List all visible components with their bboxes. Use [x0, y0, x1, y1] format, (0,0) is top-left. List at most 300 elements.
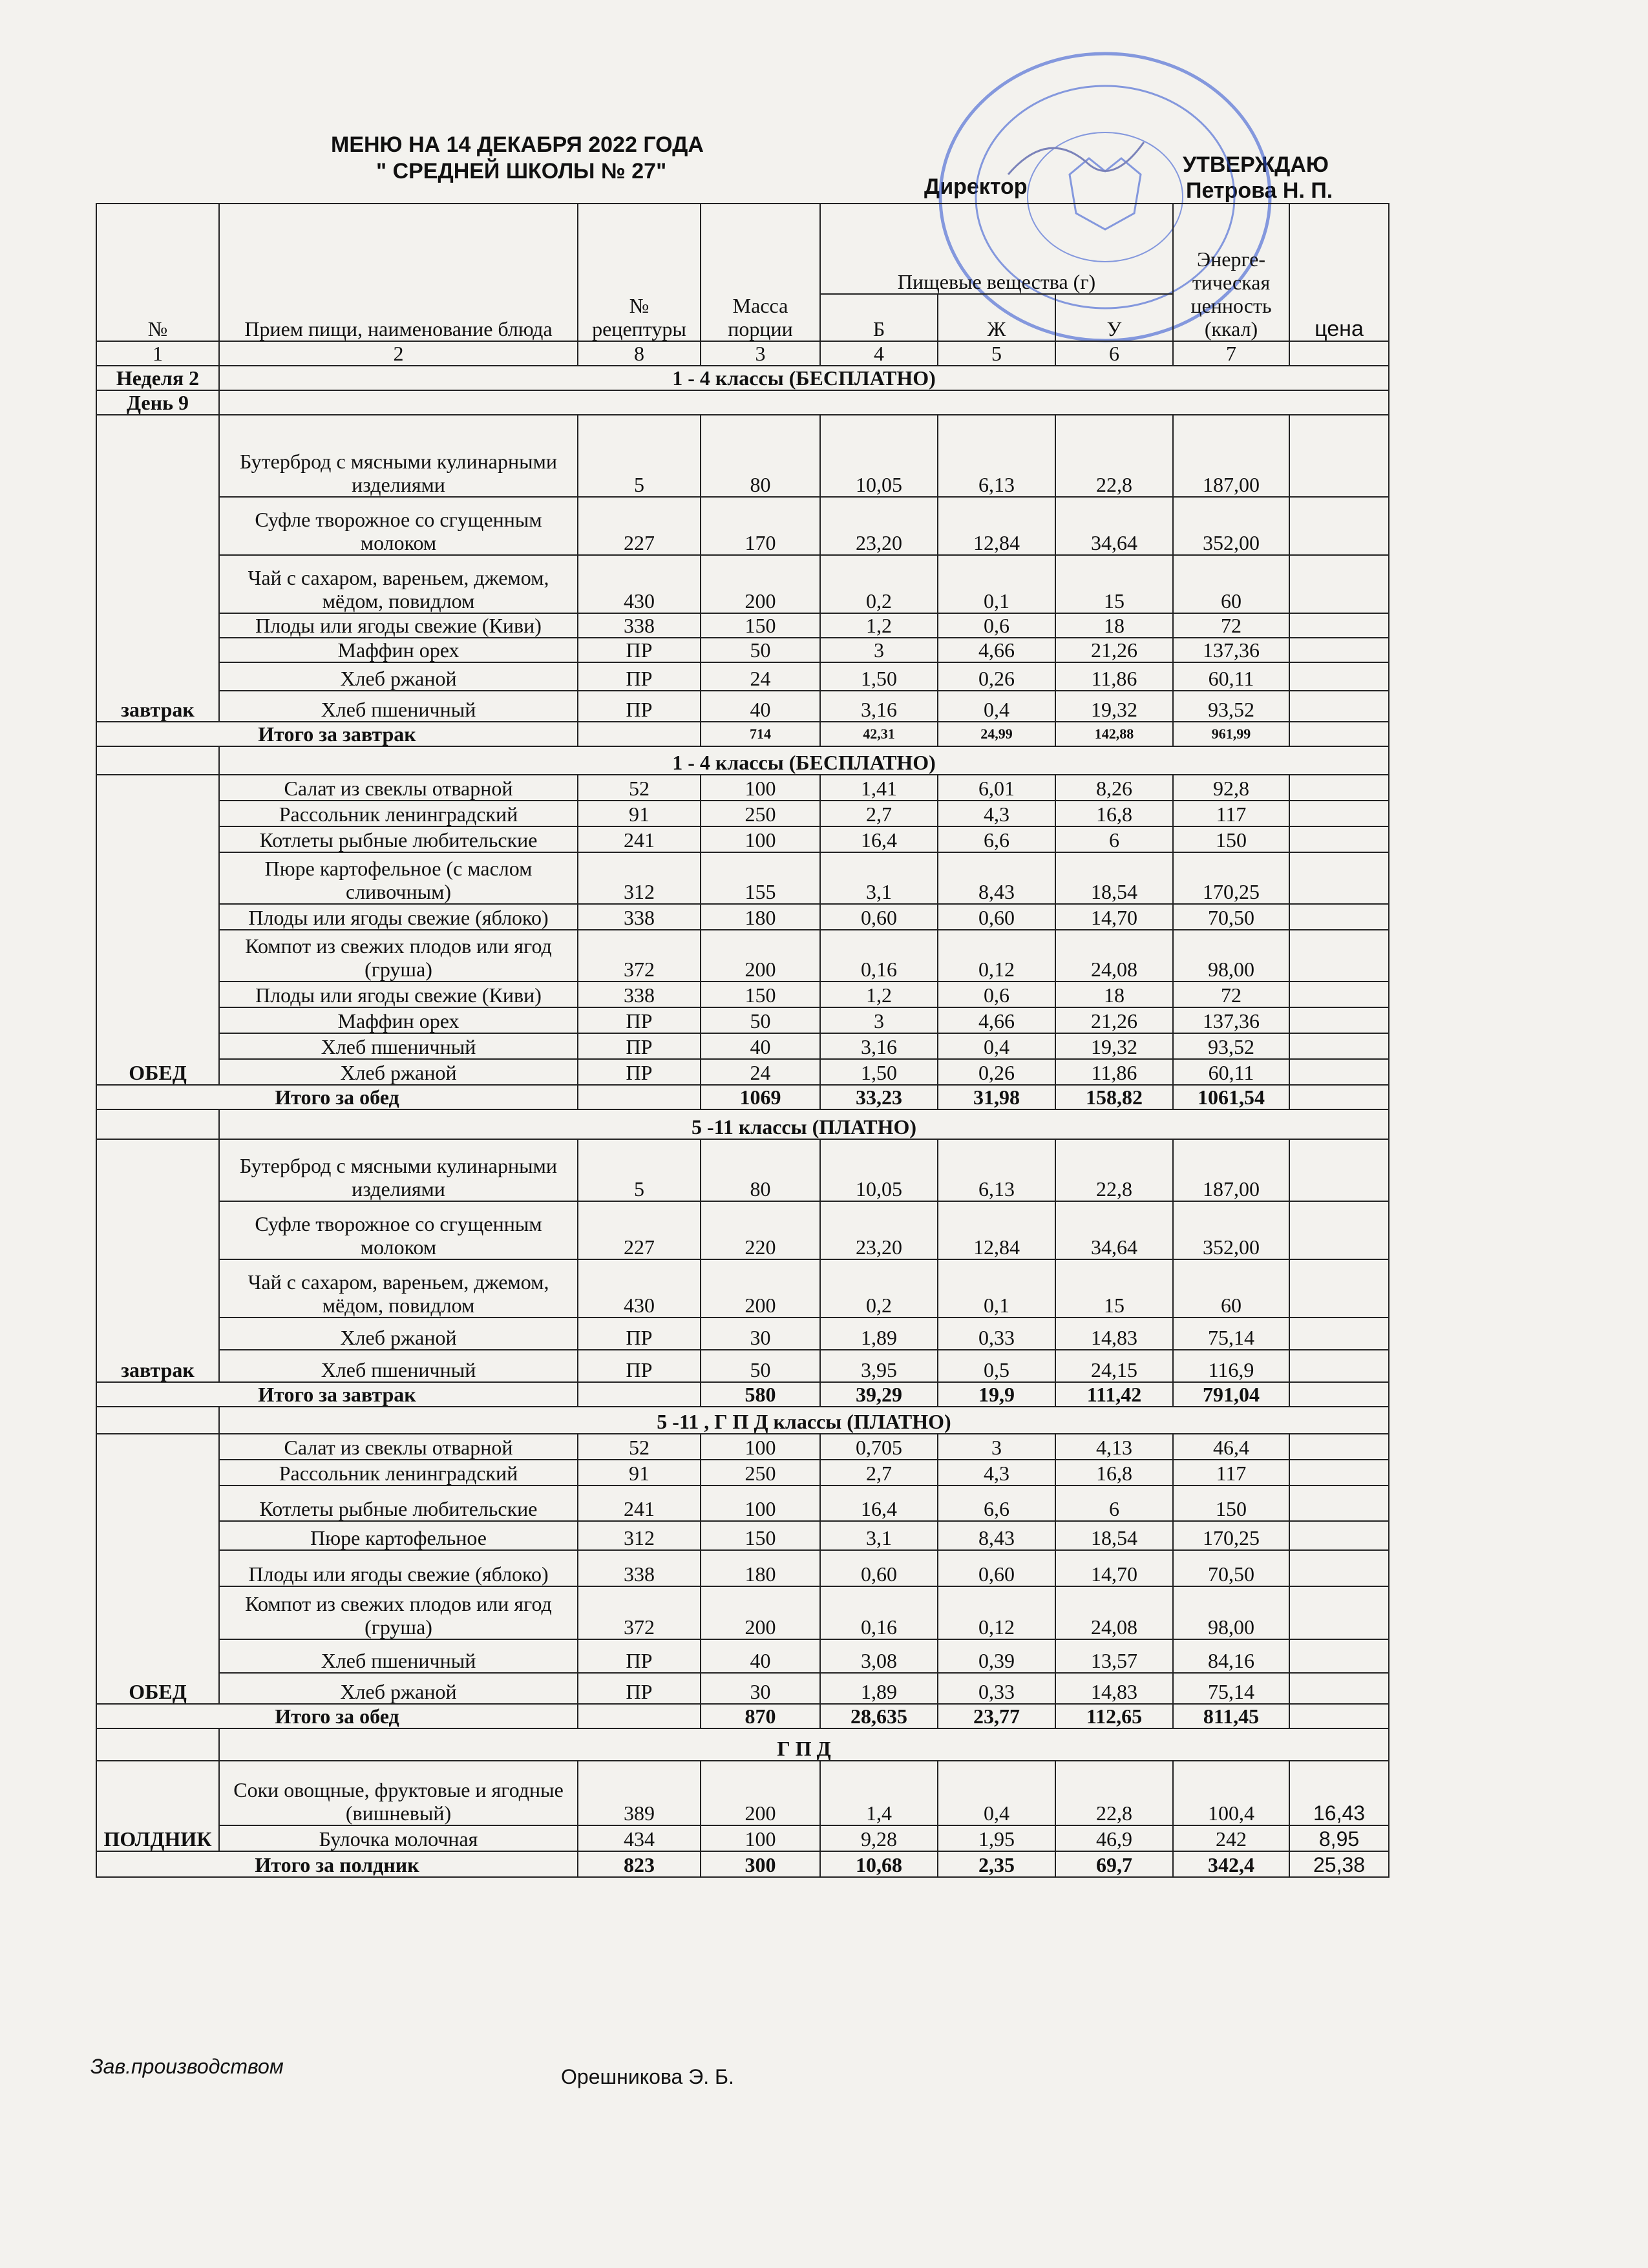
- protein: 0,705: [820, 1434, 938, 1460]
- protein: 3,08: [820, 1639, 938, 1673]
- dish-mass: 50: [701, 1007, 820, 1033]
- carbs: 18: [1055, 982, 1173, 1007]
- carbs: 11,86: [1055, 1059, 1173, 1085]
- spacer: [96, 1109, 219, 1139]
- recipe-no: ПР: [578, 1033, 701, 1059]
- recipe-no: 312: [578, 852, 701, 904]
- fat: 0,33: [938, 1673, 1055, 1704]
- section-title: 5 -11 , Г П Д классы (ПЛАТНО): [219, 1407, 1389, 1434]
- dish-row: [96, 852, 1389, 904]
- fat: 1,95: [938, 1825, 1055, 1851]
- recipe-no: 5: [578, 1139, 701, 1201]
- protein: 0,60: [820, 904, 938, 930]
- price: [1289, 638, 1389, 662]
- dish-name: Салат из свеклы отварной: [219, 775, 578, 801]
- dish-row: [96, 1318, 1389, 1350]
- dish-mass: 100: [701, 775, 820, 801]
- recipe-no: 430: [578, 555, 701, 613]
- dish-mass: 30: [701, 1318, 820, 1350]
- carbs: 15: [1055, 555, 1173, 613]
- price: [1289, 982, 1389, 1007]
- dish-row: [96, 555, 1389, 613]
- price: [1289, 775, 1389, 801]
- energy: 92,8: [1173, 775, 1289, 801]
- dish-mass: 155: [701, 852, 820, 904]
- total-u: 112,65: [1055, 1704, 1173, 1728]
- spacer: [96, 746, 219, 775]
- recipe-no: ПР: [578, 1673, 701, 1704]
- carbs: 22,8: [1055, 1139, 1173, 1201]
- dish-name: Бутерброд с мясными кулинарными изделиями: [219, 1139, 578, 1201]
- price: [1289, 1382, 1389, 1407]
- meal-label: ПОЛДНИК: [96, 1761, 219, 1851]
- price: [1289, 1486, 1389, 1521]
- recipe-no: ПР: [578, 638, 701, 662]
- total-row: [96, 722, 1389, 746]
- fat: 12,84: [938, 1201, 1055, 1259]
- total-u: 142,88: [1055, 722, 1173, 746]
- total-b: 28,635: [820, 1704, 938, 1728]
- director-label: Директор: [924, 174, 1028, 199]
- dish-mass: 100: [701, 826, 820, 852]
- dish-row: [96, 826, 1389, 852]
- protein: 0,16: [820, 930, 938, 982]
- spacer: [96, 1728, 219, 1761]
- carbs: 6: [1055, 1486, 1173, 1521]
- dish-name: Хлеб ржаной: [219, 1059, 578, 1085]
- energy: 46,4: [1173, 1434, 1289, 1460]
- section-row: [96, 1728, 1389, 1761]
- price: [1289, 613, 1389, 638]
- price: [1289, 1033, 1389, 1059]
- num-4: 4: [820, 341, 938, 366]
- day-label: День 9: [96, 390, 219, 415]
- carbs: 15: [1055, 1259, 1173, 1318]
- fat: 0,1: [938, 555, 1055, 613]
- dish-mass: 200: [701, 1761, 820, 1825]
- recipe-no: 338: [578, 904, 701, 930]
- total-u: 111,42: [1055, 1382, 1173, 1407]
- dish-name: Чай с сахаром, вареньем, джемом, мёдом, повидлом: [219, 555, 578, 613]
- dish-name: Салат из свеклы отварной: [219, 1434, 578, 1460]
- total-zh: 19,9: [938, 1382, 1055, 1407]
- fat: 0,39: [938, 1639, 1055, 1673]
- dish-mass: 200: [701, 1586, 820, 1639]
- carbs: 16,8: [1055, 801, 1173, 826]
- dish-row: [96, 1761, 1389, 1825]
- total-zh: 2,35: [938, 1851, 1055, 1877]
- dish-name: Маффин орех: [219, 1007, 578, 1033]
- dish-name: Хлеб пшеничный: [219, 1639, 578, 1673]
- protein: 23,20: [820, 1201, 938, 1259]
- dish-row: [96, 1521, 1389, 1550]
- recipe-no: ПР: [578, 691, 701, 722]
- carbs: 4,13: [1055, 1434, 1173, 1460]
- total-label: Итого за полдник: [96, 1851, 578, 1877]
- protein: 10,05: [820, 1139, 938, 1201]
- recipe-no: 227: [578, 497, 701, 555]
- num-empty: [1289, 341, 1389, 366]
- total-zh: 24,99: [938, 722, 1055, 746]
- recipe-no: 312: [578, 1521, 701, 1550]
- dish-mass: 170: [701, 497, 820, 555]
- dish-mass: 150: [701, 982, 820, 1007]
- fat: 0,1: [938, 1259, 1055, 1318]
- carbs: 18: [1055, 613, 1173, 638]
- meal-label: завтрак: [96, 415, 219, 722]
- energy: 187,00: [1173, 1139, 1289, 1201]
- total-b: 42,31: [820, 722, 938, 746]
- dish-mass: 150: [701, 613, 820, 638]
- protein: 9,28: [820, 1825, 938, 1851]
- total-kcal: 811,45: [1173, 1704, 1289, 1728]
- protein: 3,1: [820, 1521, 938, 1550]
- carbs: 24,08: [1055, 1586, 1173, 1639]
- num-8: 8: [578, 341, 701, 366]
- price: [1289, 555, 1389, 613]
- dish-row: [96, 1350, 1389, 1382]
- total-label: Итого за обед: [96, 1704, 578, 1728]
- protein: 2,7: [820, 801, 938, 826]
- carbs: 14,83: [1055, 1673, 1173, 1704]
- recipe-no: 91: [578, 801, 701, 826]
- dish-name: Плоды или ягоды свежие (Киви): [219, 613, 578, 638]
- num-6: 6: [1055, 341, 1173, 366]
- dish-name: Пюре картофельное: [219, 1521, 578, 1550]
- dish-row: [96, 982, 1389, 1007]
- carbs: 24,15: [1055, 1350, 1173, 1382]
- energy: 70,50: [1173, 1550, 1289, 1586]
- total-recipe: 823: [578, 1851, 701, 1877]
- dish-name: Плоды или ягоды свежие (Киви): [219, 982, 578, 1007]
- fat: 0,26: [938, 662, 1055, 691]
- fat: 4,66: [938, 1007, 1055, 1033]
- total-row: [96, 1704, 1389, 1728]
- energy: 60: [1173, 555, 1289, 613]
- dish-name: Хлеб ржаной: [219, 662, 578, 691]
- recipe-no: 372: [578, 930, 701, 982]
- fat: 3: [938, 1434, 1055, 1460]
- fat: 6,13: [938, 1139, 1055, 1201]
- dish-mass: 150: [701, 1521, 820, 1550]
- total-price: 25,38: [1289, 1851, 1389, 1877]
- dish-row: [96, 1259, 1389, 1318]
- fat: 0,60: [938, 1550, 1055, 1586]
- fat: 6,13: [938, 415, 1055, 497]
- energy: 93,52: [1173, 691, 1289, 722]
- fat: 0,6: [938, 613, 1055, 638]
- carbs: 14,83: [1055, 1318, 1173, 1350]
- spacer: [96, 1407, 219, 1434]
- col-no: №: [96, 204, 219, 341]
- carbs: 21,26: [1055, 638, 1173, 662]
- price: [1289, 1586, 1389, 1639]
- total-kcal: 342,4: [1173, 1851, 1289, 1877]
- dish-mass: 40: [701, 1639, 820, 1673]
- protein: 1,2: [820, 982, 938, 1007]
- day-row: [96, 390, 1389, 415]
- price: [1289, 852, 1389, 904]
- recipe-no: 241: [578, 1486, 701, 1521]
- meal-label: ОБЕД: [96, 1434, 219, 1704]
- num-5: 5: [938, 341, 1055, 366]
- energy: 352,00: [1173, 1201, 1289, 1259]
- dish-name: Котлеты рыбные любительские: [219, 1486, 578, 1521]
- fat: 0,12: [938, 1586, 1055, 1639]
- protein: 3,16: [820, 691, 938, 722]
- dish-name: Хлеб пшеничный: [219, 1350, 578, 1382]
- energy: 72: [1173, 982, 1289, 1007]
- protein: 0,2: [820, 555, 938, 613]
- energy: 75,14: [1173, 1673, 1289, 1704]
- dish-mass: 200: [701, 555, 820, 613]
- meal-label: ОБЕД: [96, 775, 219, 1085]
- dish-row: [96, 613, 1389, 638]
- dish-mass: 180: [701, 1550, 820, 1586]
- protein: 1,89: [820, 1318, 938, 1350]
- total-row: [96, 1382, 1389, 1407]
- section-title: 1 - 4 классы (БЕСПЛАТНО): [219, 366, 1389, 390]
- fat: 6,6: [938, 826, 1055, 852]
- dish-row: [96, 801, 1389, 826]
- dish-mass: 100: [701, 1486, 820, 1521]
- total-u: 158,82: [1055, 1085, 1173, 1109]
- total-row: [96, 1085, 1389, 1109]
- total-mass: 1069: [701, 1085, 820, 1109]
- protein: 10,05: [820, 415, 938, 497]
- dish-mass: 250: [701, 1460, 820, 1486]
- carbs: 24,08: [1055, 930, 1173, 982]
- col-nutrients: Пищевые вещества (г): [820, 204, 1173, 294]
- section-row: [96, 746, 1389, 775]
- price: [1289, 826, 1389, 852]
- dish-row: [96, 1033, 1389, 1059]
- energy: 137,36: [1173, 1007, 1289, 1033]
- dish-row: [96, 691, 1389, 722]
- total-mass: 714: [701, 722, 820, 746]
- school-title: " СРЕДНЕЙ ШКОЛЫ № 27": [376, 159, 667, 184]
- num-3: 3: [701, 341, 820, 366]
- price: [1289, 1007, 1389, 1033]
- dish-mass: 40: [701, 1033, 820, 1059]
- section-title: Г П Д: [219, 1728, 1389, 1761]
- protein: 1,50: [820, 662, 938, 691]
- carbs: 11,86: [1055, 662, 1173, 691]
- section-title: 1 - 4 классы (БЕСПЛАТНО): [219, 746, 1389, 775]
- dish-name: Плоды или ягоды свежие (яблоко): [219, 1550, 578, 1586]
- energy: 60,11: [1173, 1059, 1289, 1085]
- carbs: 8,26: [1055, 775, 1173, 801]
- protein: 3: [820, 1007, 938, 1033]
- dish-name: Котлеты рыбные любительские: [219, 826, 578, 852]
- fat: 0,60: [938, 904, 1055, 930]
- dish-mass: 100: [701, 1825, 820, 1851]
- energy: 116,9: [1173, 1350, 1289, 1382]
- price: [1289, 1350, 1389, 1382]
- total-zh: 23,77: [938, 1704, 1055, 1728]
- protein: 1,50: [820, 1059, 938, 1085]
- dish-name: Маффин орех: [219, 638, 578, 662]
- dish-name: Чай с сахаром, вареньем, джемом, мёдом, повидлом: [219, 1259, 578, 1318]
- price: [1289, 497, 1389, 555]
- carbs: 13,57: [1055, 1639, 1173, 1673]
- total-empty: [578, 1382, 701, 1407]
- total-b: 10,68: [820, 1851, 938, 1877]
- protein: 16,4: [820, 826, 938, 852]
- recipe-no: 434: [578, 1825, 701, 1851]
- recipe-no: 5: [578, 415, 701, 497]
- energy: 60,11: [1173, 662, 1289, 691]
- dish-mass: 50: [701, 1350, 820, 1382]
- carbs: 18,54: [1055, 852, 1173, 904]
- num-7: 7: [1173, 341, 1289, 366]
- dish-mass: 30: [701, 1673, 820, 1704]
- dish-row: [96, 1586, 1389, 1639]
- recipe-no: 91: [578, 1460, 701, 1486]
- energy: 72: [1173, 613, 1289, 638]
- recipe-no: ПР: [578, 1007, 701, 1033]
- carbs: 34,64: [1055, 497, 1173, 555]
- protein: 1,2: [820, 613, 938, 638]
- col-energy: Энерге-тическая ценность (ккал): [1173, 204, 1289, 341]
- energy: 84,16: [1173, 1639, 1289, 1673]
- price: [1289, 1460, 1389, 1486]
- price: [1289, 1704, 1389, 1728]
- header-row: [96, 204, 1389, 294]
- dish-mass: 250: [701, 801, 820, 826]
- section-title: 5 -11 классы (ПЛАТНО): [219, 1109, 1389, 1139]
- section-row: [96, 1109, 1389, 1139]
- fat: 0,4: [938, 1033, 1055, 1059]
- energy: 187,00: [1173, 415, 1289, 497]
- protein: 2,7: [820, 1460, 938, 1486]
- fat: 6,6: [938, 1486, 1055, 1521]
- dish-name: Хлеб пшеничный: [219, 1033, 578, 1059]
- week-label: Неделя 2: [96, 366, 219, 390]
- dish-row: [96, 497, 1389, 555]
- dish-mass: 24: [701, 662, 820, 691]
- recipe-no: 241: [578, 826, 701, 852]
- carbs: 18,54: [1055, 1521, 1173, 1550]
- recipe-no: 338: [578, 613, 701, 638]
- col-mass: Масса порции: [701, 204, 820, 341]
- fat: 0,4: [938, 1761, 1055, 1825]
- total-b: 33,23: [820, 1085, 938, 1109]
- numbering-row: [96, 341, 1389, 366]
- carbs: 19,32: [1055, 1033, 1173, 1059]
- carbs: 46,9: [1055, 1825, 1173, 1851]
- recipe-no: 338: [578, 1550, 701, 1586]
- fat: 0,26: [938, 1059, 1055, 1085]
- col-b: Б: [820, 294, 938, 341]
- dish-name: Компот из свежих плодов или ягод (груша): [219, 1586, 578, 1639]
- dish-name: Булочка молочная: [219, 1825, 578, 1851]
- recipe-no: 338: [578, 982, 701, 1007]
- dish-row: [96, 1434, 1389, 1460]
- dish-mass: 80: [701, 415, 820, 497]
- fat: 4,3: [938, 1460, 1055, 1486]
- dish-name: Бутерброд с мясными кулинарными изделиями: [219, 415, 578, 497]
- dish-name: Соки овощные, фруктовые и ягодные (вишневый): [219, 1761, 578, 1825]
- section-row: [96, 1407, 1389, 1434]
- meal-label: завтрак: [96, 1139, 219, 1382]
- protein: 1,41: [820, 775, 938, 801]
- dish-mass: 180: [701, 904, 820, 930]
- total-label: Итого за завтрак: [96, 722, 578, 746]
- price: [1289, 1201, 1389, 1259]
- carbs: 34,64: [1055, 1201, 1173, 1259]
- fat: 0,6: [938, 982, 1055, 1007]
- director-name: Петрова Н. П.: [1186, 178, 1333, 203]
- spacer: [219, 390, 1389, 415]
- carbs: 22,8: [1055, 1761, 1173, 1825]
- total-label: Итого за обед: [96, 1085, 578, 1109]
- dish-mass: 100: [701, 1434, 820, 1460]
- col-dish: Прием пищи, наименование блюда: [219, 204, 578, 341]
- recipe-no: 52: [578, 775, 701, 801]
- num-2: 2: [219, 341, 578, 366]
- total-u: 69,7: [1055, 1851, 1173, 1877]
- dish-row: [96, 904, 1389, 930]
- dish-mass: 200: [701, 930, 820, 982]
- protein: 3,95: [820, 1350, 938, 1382]
- section-row: [96, 366, 1389, 390]
- energy: 137,36: [1173, 638, 1289, 662]
- price: [1289, 662, 1389, 691]
- dish-name: Суфле творожное со сгущенным молоком: [219, 497, 578, 555]
- dish-name: Рассольник ленинградский: [219, 1460, 578, 1486]
- fat: 4,3: [938, 801, 1055, 826]
- price: 8,95: [1289, 1825, 1389, 1851]
- energy: 150: [1173, 1486, 1289, 1521]
- price: [1289, 1434, 1389, 1460]
- dish-row: [96, 1059, 1389, 1085]
- carbs: 14,70: [1055, 1550, 1173, 1586]
- dish-row: [96, 1460, 1389, 1486]
- price: [1289, 1059, 1389, 1085]
- dish-row: [96, 1486, 1389, 1521]
- price: [1289, 1521, 1389, 1550]
- total-kcal: 791,04: [1173, 1382, 1289, 1407]
- total-empty: [578, 1704, 701, 1728]
- price: [1289, 1259, 1389, 1318]
- col-zh: Ж: [938, 294, 1055, 341]
- dish-mass: 24: [701, 1059, 820, 1085]
- total-row: [96, 1851, 1389, 1877]
- fat: 0,4: [938, 691, 1055, 722]
- dish-row: [96, 1550, 1389, 1586]
- col-price: цена: [1289, 204, 1389, 341]
- dish-row: [96, 1673, 1389, 1704]
- total-mass: 300: [701, 1851, 820, 1877]
- protein: 3,1: [820, 852, 938, 904]
- price: [1289, 1318, 1389, 1350]
- carbs: 21,26: [1055, 1007, 1173, 1033]
- dish-name: Рассольник ленинградский: [219, 801, 578, 826]
- recipe-no: ПР: [578, 1350, 701, 1382]
- total-empty: [578, 722, 701, 746]
- recipe-no: 227: [578, 1201, 701, 1259]
- total-zh: 31,98: [938, 1085, 1055, 1109]
- dish-row: [96, 1007, 1389, 1033]
- dish-mass: 220: [701, 1201, 820, 1259]
- price: [1289, 1673, 1389, 1704]
- protein: 0,60: [820, 1550, 938, 1586]
- dish-name: Хлеб ржаной: [219, 1673, 578, 1704]
- energy: 170,25: [1173, 852, 1289, 904]
- dish-row: [96, 1139, 1389, 1201]
- carbs: 14,70: [1055, 904, 1173, 930]
